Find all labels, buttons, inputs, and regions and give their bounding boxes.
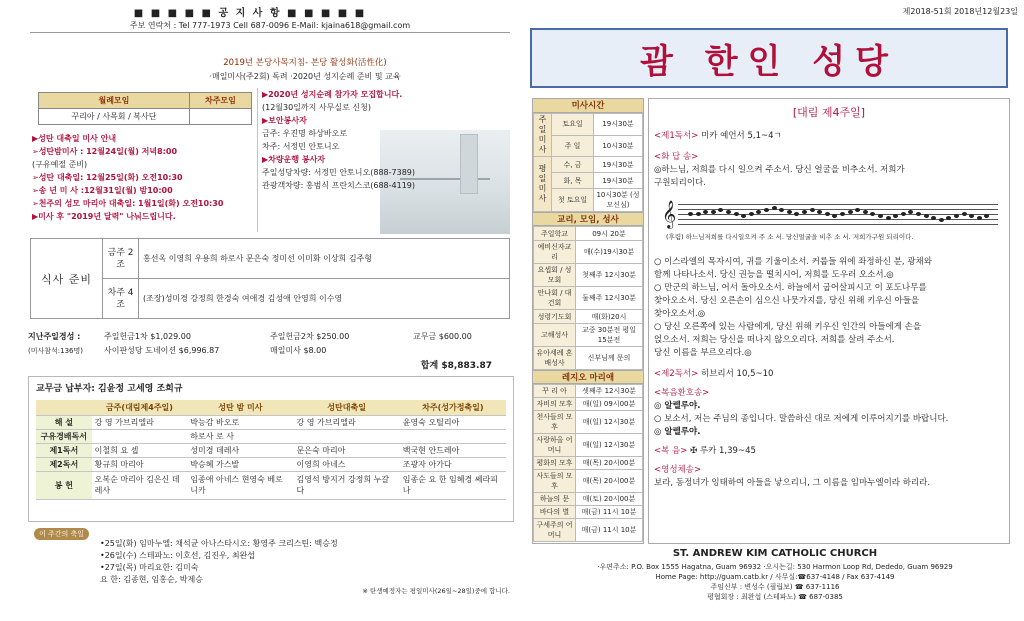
role-cell: 임종순 요 한 임혜경 쎄라피나 (400, 471, 506, 499)
meetings-header: 교리, 모임, 성사 (533, 212, 643, 226)
mass-time: 19시30분 (594, 114, 643, 136)
legio-time: 매(일) 09시00분 (576, 398, 643, 411)
readings-top (654, 130, 1006, 190)
group-members: 홍선옥 이영희 우용희 하로사 문은숙 정미선 이미화 이상희 김주형 (139, 239, 510, 279)
mass-day: 주 일 (552, 135, 594, 157)
contact-line: 주보 연락처 : Tel 777-1973 Cell 687-0096 E-Mail: kjaina618@gmail.com (129, 21, 411, 30)
alleluia-tag: <복음환호송> (654, 388, 710, 398)
note-head (962, 212, 967, 216)
notice-title: ■ ■ ■ ■ ■ 공 지 사 항 ■ ■ ■ ■ ■ (133, 8, 367, 19)
legio-table (533, 384, 643, 542)
note-head (779, 208, 784, 212)
psalm-verse: 당신 이름을 부르오리다.◎ (654, 348, 752, 358)
psalm-verse: ○ 이스라엘의 목자시여, 귀를 기울이소서. 커룹들 위에 좌정하신 분, 광채와 (654, 257, 932, 267)
address-line: Home Page: http://guam.catb.kr / 사무실:☎637-4148 / Fax 637-4149 (655, 573, 895, 581)
banner-line1: 2019년 본당사목지침- 본당 활성화(活性化) (223, 58, 387, 68)
meeting-name: 주일학교 (534, 227, 576, 241)
psalm-verse: ○ 당신 오른쪽에 있는 사람에게, 당신 위해 키우신 인간의 아들에게 손을 (654, 322, 922, 332)
christmas-mass-notice (32, 132, 258, 223)
roles-header: 성탄대축일 (293, 400, 399, 415)
meeting-time: 매(화)20시 (576, 310, 643, 324)
meetings-table (533, 226, 643, 370)
mass-day: 화, 목 (552, 173, 594, 189)
communion-text: 보라, 동정녀가 잉태하여 아들을 낳으리니, 그 이름을 임마누엘이라 하리라. (654, 478, 931, 488)
offering-summary (28, 330, 512, 358)
mass-times-table (533, 113, 643, 212)
pastoral-banner (140, 56, 470, 82)
role-cell: 이철희 요 셉 (92, 443, 188, 457)
note-head (764, 208, 769, 212)
alleluia-line: ◎ 알렐루야. (654, 427, 701, 437)
note-head (848, 210, 853, 214)
legio-header: 레지오 마리애 (533, 370, 643, 384)
meeting-name: 요셉회 / 성모회 (534, 264, 576, 287)
mass-times-header: 미사시간 (533, 99, 643, 113)
reading-tag: <제2독서> (654, 369, 699, 379)
score-lyric: (후렴) 하느님저희를 다시일으켜 주 소 서. 당신얼굴을 비추 소 서. 저희가구원 되리이다. (666, 233, 914, 241)
offering-item: 매일미사 $8.00 (270, 346, 327, 355)
legio-name: 천사들의 모후 (534, 411, 576, 434)
role-cell: 조광자 아가다 (400, 457, 506, 471)
note-head (802, 210, 807, 214)
notice-line: ➢천주의 성모 마리아 대축일: 1월1일(화) 오전10:30 (32, 199, 224, 208)
role-cell: 황규희 마리아 (92, 457, 188, 471)
legio-time: 매(목) 20시00분 (576, 457, 643, 470)
mass-day: 토요일 (552, 114, 594, 136)
mass-time: 19시30분 (594, 157, 643, 173)
legio-name: 하늘의 문 (534, 493, 576, 506)
note-head (810, 208, 815, 212)
psalm-verse: 함께 나타나소서. 당신 권능을 떨치시어, 저희를 도우러 오소서.◎ (654, 270, 894, 280)
meal-prep-label: 식사 준비 (31, 239, 103, 319)
note-head (832, 214, 837, 218)
notice-line: (구유예절 준비) (32, 160, 88, 169)
role-cell: 윤영숙 오틸리아 (400, 415, 506, 429)
offering-item: 사이판성당 도네이션 $6,996.87 (104, 346, 220, 355)
role-label: 해 설 (36, 415, 92, 429)
psalm-tag: <화 답 송> (654, 152, 699, 162)
meeting-name: 성령기도회 (534, 310, 576, 324)
next-week-meeting-header: 차주모임 (189, 93, 251, 109)
mass-time: 19시30분 (594, 173, 643, 189)
role-cell: 이영희 아네스 (293, 457, 399, 471)
staff-line (678, 204, 998, 205)
note-head (954, 214, 959, 218)
role-cell (293, 429, 399, 443)
legio-time: 매(목) 20시00분 (576, 470, 643, 493)
note-head (969, 214, 974, 218)
note-head (794, 212, 799, 216)
group-members: (조장)성미경 강정희 한경숙 여애경 김성애 안영희 이수영 (139, 279, 510, 319)
legio-time: 매(토) 20시00분 (576, 493, 643, 506)
attendance: (미사참석:136명) (28, 347, 83, 355)
table-row (36, 471, 506, 499)
note-head (886, 216, 891, 220)
note-head (855, 208, 860, 212)
monthly-meeting-header: 월례모임 (39, 93, 190, 109)
psalm-line: ◎하느님, 저희를 다시 일으켜 주소서. 당신 얼굴을 비추소서. 저희가 (654, 165, 905, 175)
staff-line (678, 214, 998, 215)
notice-line: ➢송 년 미 사 :12월31일(월) 밤10:00 (32, 186, 173, 195)
legio-name: 사랑하올 어머니 (534, 434, 576, 457)
role-cell: 백국현 안드레아 (400, 443, 506, 457)
meeting-time: 교중 30분전 평일 15분전 (576, 324, 643, 347)
issue-number: 제2018-51회 2018년12월23일 (902, 7, 1018, 16)
meeting-schedule-table (38, 92, 252, 125)
roles-header: 성탄 밤 미사 (187, 400, 293, 415)
meeting-name: 예비신자교리 (534, 241, 576, 264)
address-line: 주임신부 : 변성수 (필립보) ☎ 637-1116 (710, 583, 840, 591)
role-cell: 성미경 데레사 (187, 443, 293, 457)
roles-header (36, 400, 92, 415)
note-head (870, 212, 875, 216)
table-row (36, 443, 506, 457)
treble-clef-icon: 𝄞 (662, 200, 677, 228)
sunday-title: [대림 제4주일] (792, 106, 866, 119)
notice-line: 차주: 서정민 안토니오 (262, 142, 340, 151)
note-head (696, 212, 701, 216)
contributors: 교무금 납부자: 김윤정 고세영 조희규 (36, 384, 183, 394)
gospel-ref: ✠ 루카 1,39~45 (687, 446, 756, 456)
feast-badge: 이 주간의 축일 (34, 528, 89, 540)
table-row (36, 415, 506, 429)
feast-line: •26일(수) 스테파노: 이호선, 김진우, 최완섭 (100, 551, 256, 560)
psalm-line: 구원되리이다. (654, 178, 706, 188)
role-cell: 강 영 가브리엘라 (293, 415, 399, 429)
meeting-time: 둘째주 12시30분 (576, 287, 643, 310)
notice-line: ▶차량운행 봉사자 (262, 155, 326, 164)
notice-line: 관광객차량: 홍범식 프란치스코(688-4119) (262, 181, 416, 190)
role-cell: 강 영 가브리엘라 (92, 415, 188, 429)
table-row (36, 457, 506, 471)
alleluia-line: ○ 보소서, 저는 주님의 종입니다. 말씀하신 대로 저에게 이루어지기를 바랍니다. (654, 414, 949, 424)
notice-line: 금주: 우진명 하상바오로 (262, 129, 348, 138)
legio-time: 매(일) 12시30분 (576, 411, 643, 434)
mass-time: 10시30분 (594, 135, 643, 157)
weekday-mass-label: 평일미사 (534, 157, 552, 212)
address-line: 평협회장 : 최완섭 (스테파노) ☎ 687-0385 (707, 593, 843, 601)
note-head (787, 210, 792, 214)
reading-ref: 히브리서 10,5~10 (698, 369, 774, 379)
legio-name: 평화의 모후 (534, 457, 576, 470)
psalm-verse: 찾아오소서.◎ (654, 309, 706, 319)
notices-right (262, 88, 508, 232)
liturgy-roles-table (36, 400, 506, 500)
note-head (726, 210, 731, 214)
legio-time: 매(금) 11시 10분 (576, 519, 643, 542)
sunday-mass-label: 주일미사 (534, 114, 552, 157)
role-cell: 임종애 아네스 현영숙 베로니카 (187, 471, 293, 499)
meeting-time: 09시 20분 (576, 227, 643, 241)
banner-line2: ·매일미사(주2회) 독려 ·2020년 성지순례 준비 및 교육 (209, 72, 401, 81)
notice-line: ▶미사 후 "2019년 달력" 나눠드립니다. (32, 212, 176, 221)
role-cell (400, 429, 506, 443)
legio-name: 사도들의 모후 (534, 470, 576, 493)
legio-time: 매(금) 11시 10분 (576, 506, 643, 519)
note-head (840, 212, 845, 216)
note-head (939, 218, 944, 222)
notice-line: ➢성탄밤미사 : 12월24일(월) 저녁8:00 (32, 147, 178, 156)
notice-line: ▶보안봉사자 (262, 116, 307, 125)
feast-line: •27일(목) 마리요한: 김미숙 (100, 563, 199, 572)
note-head (688, 212, 693, 216)
table-row (36, 429, 506, 443)
communion-tag: <영성체송> (654, 465, 702, 475)
legio-time: 매(일) 12시30분 (576, 434, 643, 457)
legio-name: 바다의 별 (534, 506, 576, 519)
legio-name: 구세주의 어머니 (534, 519, 576, 542)
staff-line (678, 224, 998, 225)
role-cell: 박능감 바오로 (187, 415, 293, 429)
group-this-week: 금주 2조 (103, 239, 139, 279)
note-head (772, 206, 777, 210)
meeting-name: 안나회 / 대건회 (534, 287, 576, 310)
mass-time: 10시30분 (성모신심) (594, 189, 643, 212)
offering-item: 주일헌금1차 $1,029.00 (104, 332, 191, 341)
meal-prep-table (30, 238, 510, 319)
role-cell (92, 429, 188, 443)
group-next-week: 차주 4조 (103, 279, 139, 319)
role-label: 제2독서 (36, 457, 92, 471)
reading-ref: 미카 예언서 5,1~4ㄱ (698, 131, 782, 141)
notice-line: ▶2020년 성지순례 참가자 모집합니다. (262, 90, 403, 99)
note-head (718, 208, 723, 212)
notices-left (32, 88, 258, 232)
schedule-column (532, 98, 644, 544)
note-head (711, 210, 716, 214)
mass-day: 첫 토요일 (552, 189, 594, 212)
notice-line: ▶성탄 대축일 미사 안내 (32, 134, 117, 143)
role-cell: 오복순 마리아 김은신 데레사 (92, 471, 188, 499)
note-head (977, 216, 982, 220)
monthly-meeting-groups: 꾸리아 / 사목회 / 복사단 (39, 109, 190, 125)
meeting-name: 고해성사 (534, 324, 576, 347)
note-head (893, 214, 898, 218)
meeting-name: 유아세례 혼배성사 (534, 347, 576, 370)
note-head (825, 212, 830, 216)
notice-line: 주일성당차량: 서정민 안토니오(888-7389) (262, 168, 416, 177)
offering-total: 합계 $8,883.87 (420, 361, 492, 371)
gospel-tag: <복 음> (654, 446, 688, 456)
feast-days (100, 538, 510, 586)
role-label: 봉 헌 (36, 471, 92, 499)
role-cell: 문은숙 마리아 (293, 443, 399, 457)
alleluia-line: ◎ 알렐루야. (654, 401, 701, 411)
mass-day: 수, 금 (552, 157, 594, 173)
legio-time: 셋째주 12시30분 (576, 385, 643, 398)
note-head (916, 212, 921, 216)
notice-line: (12월30일까지 사무실로 신청) (262, 103, 371, 112)
role-label: 구유경배독서 (36, 429, 92, 443)
roles-header: 차주(성가정축일) (400, 400, 506, 415)
next-week-meeting-groups (189, 109, 251, 125)
note-head (878, 214, 883, 218)
role-label: 제1독서 (36, 443, 92, 457)
reading-tag: <제1독서> (654, 131, 699, 141)
note-head (741, 214, 746, 218)
note-head (749, 212, 754, 216)
notice-line: ➢성탄 대축일: 12월25일(화) 오전10:30 (32, 173, 183, 182)
psalm-verse: 찾아오소서. 당신 오른손이 심으신 나뭇가지를, 당신 위해 키우신 아들을 (654, 296, 920, 306)
role-cell: 김영석 방지거 강정희 누갈다 (293, 471, 399, 499)
church-name: ST. ANDREW KIM CATHOLIC CHURCH (672, 548, 878, 559)
psalm-verse: 얹으소서. 저희는 당신을 떠나지 않으오리다. 저희를 살려 주소서. (654, 335, 895, 345)
meeting-time: 첫째주 12시30분 (576, 264, 643, 287)
roles-header: 금주(대림제4주일) (92, 400, 188, 415)
footnote: ※ 탄생예정자는 평일미사(26일~28일)중에 합니다. (362, 587, 510, 595)
address-line: ·우편주소: P.O. Box 1555 Hagatna, Guam 96932 ·오시는길: 530 Harmon Loop Rd, Dededo, Guam 96929 (597, 563, 953, 571)
meeting-time: 매(수)19시30분 (576, 241, 643, 264)
note-head (863, 210, 868, 214)
offering-label: 지난주일경성 : (28, 332, 81, 341)
note-head (924, 214, 929, 218)
legio-name: 자비의 모후 (534, 398, 576, 411)
offering-item: 교무금 $600.00 (413, 332, 472, 341)
role-cell: 하로사 로 사 (187, 429, 293, 443)
offering-item: 주일헌금2차 $250.00 (270, 332, 350, 341)
feast-line: 요 한: 김종현, 임홍순, 박제승 (100, 575, 203, 584)
feast-line: •25일(화) 임마누엘: 채석균 아나스타시오: 황영주 크리스틴: 백승정 (100, 539, 338, 548)
role-cell: 박승혜 가스발 (187, 457, 293, 471)
church-address (540, 562, 1010, 602)
note-head (734, 212, 739, 216)
note-head (984, 214, 989, 218)
church-title: 괌 한인 성당 (640, 42, 898, 82)
psalm-verse: ○ 만군의 하느님, 어서 돌아오소서. 하늘에서 굽어살피시고 이 포도나무를 (654, 283, 927, 293)
meeting-time: 신부님께 문의 (576, 347, 643, 370)
readings-body (654, 256, 1006, 490)
note-head (901, 212, 906, 216)
divider (30, 32, 510, 33)
legio-name: 꾸 리 아 (534, 385, 576, 398)
